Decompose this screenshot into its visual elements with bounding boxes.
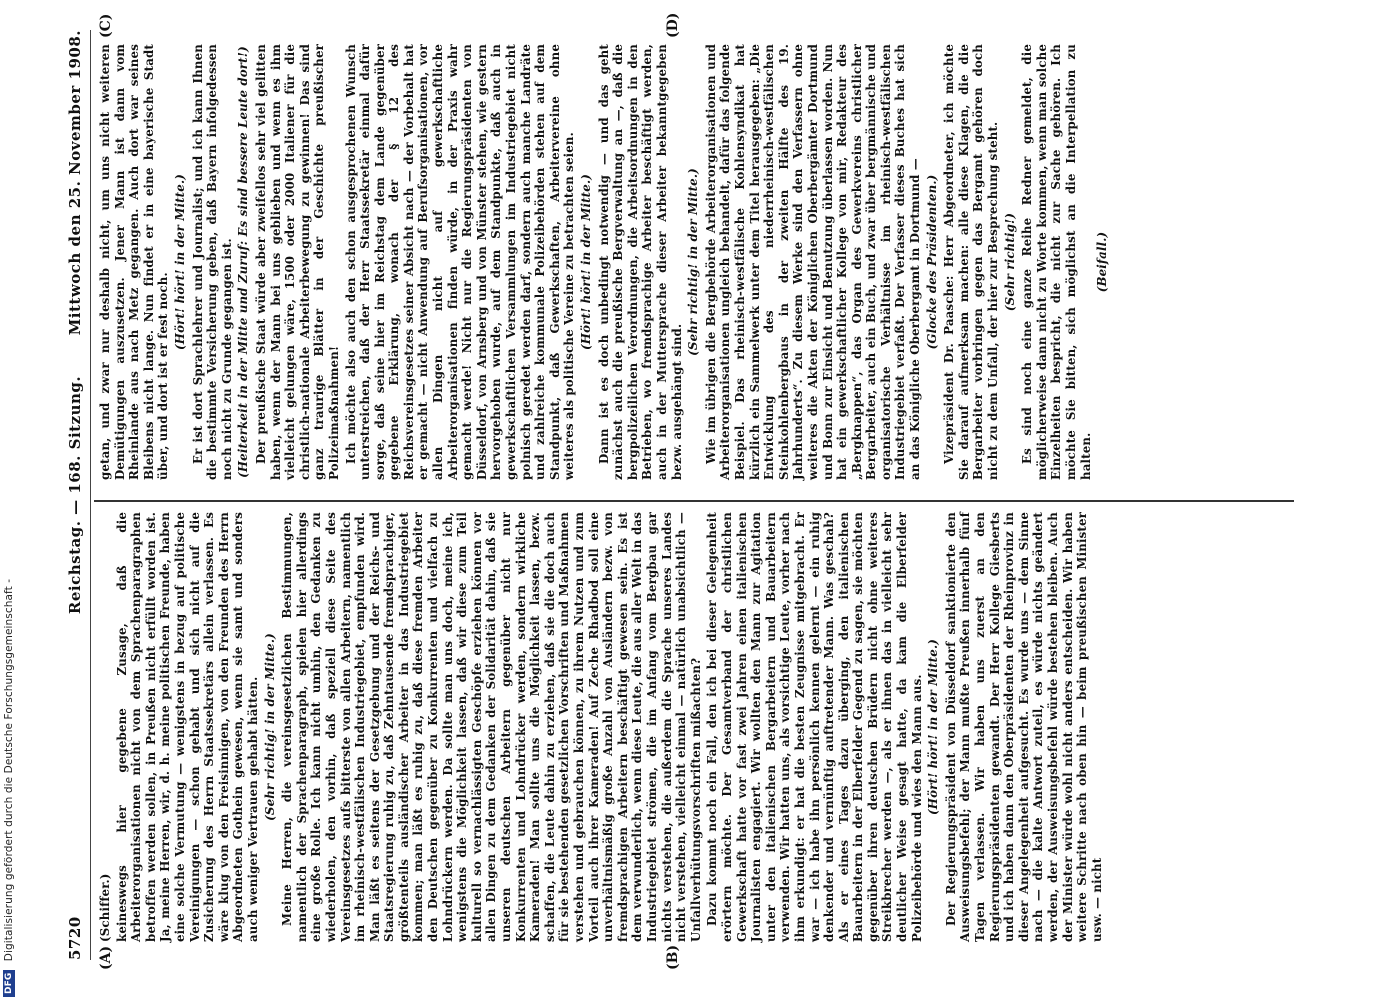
interjection: (Hört! hört! in der Mitte.) <box>579 174 593 350</box>
page-number: 5720 <box>66 916 84 960</box>
interjection: (Sehr richtig! in der Mitte.) <box>262 633 277 821</box>
paragraph: Meine Herren, die vereinsgesetzlichen Bestimmungen, namentlich der Sprachenparagraph, spielen hier allerdings eine große Rolle. Ich kann nicht umhin, den Gedanken zu wiederholen, den vorhin, daß speziell diese Seite des Vereinsgesetzes aufs bitterste von allen Arbeitern, namentlich im rheinisch-westfälischen Industriegebiet, empfunden wird. Man läßt es seitens der Gesetzgebung und der Reichs- und Staatsregierung ruhig zu, daß Zehntausende fremdsprachiger, größtenteils ausländischer Arbeiter in das Industriegebiet kommen; man läßt es ruhig zu, daß diese fremden Arbeiter den Deutschen gegenüber zu Konkurrenten und vielfach zu Lohndrückern werden. Da sollte man uns doch, meine ich, wenigstens die Möglichkeit lassen, daß wir diese zum Teil kulturell so vernachlässigten Geschöpfe erziehen können vor allen Dingen zu dem Gedanken der Solidarität dahin, daß sie unseren deutschen Arbeitern gegenüber nicht nur Konkurrenten und Lohndrücker werden, sondern wirkliche Kameraden! Man sollte uns die Möglichkeit lassen, bezw. schaffen, die Leute dahin zu erziehen, daß sie die doch auch für sie bestehenden gesetzlichen Vorschriften und Maßnahmen verstehen und gebrauchen können, zu ihrem Nutzen und zum Vorteil auch ihrer Kameraden! Auf Zeche Rhadbod soll eine unverhältnismäßig große Anzahl von Ausländern bezw. von fremdsprachigen Arbeitern beschäftigt gewesen sein. Es ist dem verwunderlich, wenn diese Leute, die aus aller Welt in das Industriegebiet strömen, die im Anfang vom Bergbau gar nichts verstehen, die außerdem die Sprache unseres Landes nicht verstehen, vielleicht einmal — natürlich unabsichtlich — Unfallverhütungsvorschriften mißachten? <box>280 512 703 942</box>
paragraph: Dann ist es doch unbedingt notwendig — und das geht zunächst auch die preußische Bergverwaltung an —, daß die bergpolizeilichen Verordnungen, die Arbeitsordnungen in den Betrieben, wo fremdsprachige Arbeiter beschäftigt werden, auch in der Muttersprache dieser Arbeiter bekanntgegeben bezw. ausgehängt sind. <box>596 44 684 480</box>
interjection: (Heiterkeit in der Mitte und Zuruf: Es sind bessere Leute dort!) <box>236 46 251 478</box>
document-page <box>50 0 1330 1000</box>
margin-mark-c: (C) <box>98 13 114 38</box>
side-strip <box>0 0 22 1000</box>
margin-mark-b: (B) <box>665 944 681 970</box>
interjection: (Sehr richtig!) <box>1002 212 1017 312</box>
paragraph: Dazu kommt noch ein Fall, den ich bei dieser Gelegenheit erörtern möchte. Der Gesamtverband der christlichen Gewerkschaft hatte vor fast zwei Jahren einen italienischen Journalisten engagiert. Wir wollten den Mann zur Agitation unter den italienischen Bergarbeitern und Bauarbeitern verwenden. Wir hatten uns, als vorsichtige Leute, vorher nach ihm erkundigt: er hat die besten Zeugnisse mitgebracht. Er war — ich habe ihn persönlich kennen gelernt — ein ruhig denkender und vernünftig auftretender Mann. Was geschah? Als er eines Tages dazu überging, den italienischen Bauarbeitern in der Elberfelder Gegend zu sagen, sie möchten gegenüber ihren deutschen Brüdern nicht ohne weiteres Streikbrecher werden —, als er ihnen das in vielleicht sehr deutlicher Weise gesagt hatte, da kam die Elberfelder Polizeibehörde und wies den Mann aus. <box>705 512 924 942</box>
paragraph: getan, und zwar nur deshalb nicht, um uns nicht weiteren Demütigungen auszusetzen. Jener Mann ist dann vom Rheinlande aus nach Metz gegangen. Auch dort war seines Bleibens nicht lange. Nun findet er in eine bayerische Stadt über, und dort ist er fest noch. <box>98 44 171 480</box>
digitization-credit <box>3 579 15 997</box>
paragraph: Es sind noch eine ganze Reihe Redner gemeldet, die möglicherweise dann nicht zu Worte kommen, wenn man solche Einzelheiten bespricht, die nicht zur Sache gehören. Ich möchte Sie bitten, sich möglichst an die Interpellation zu halten. <box>1020 44 1093 480</box>
paragraph: Der Regierungspräsident von Düsseldorf sanktionierte den Ausweisungsbefehl; der Mann mußte Preußen innerhalb fünf Tagen verlassen. Wir haben uns zuerst an den Regierungspräsidenten gewandt. Der Herr Kollege Giesberts und ich haben dann den Oberpräsidenten der Rheinprovinz in dieser Angelegenheit aufgesucht. Es wurde uns — dem Sinne nach — die kalte Antwort zuteil, es würde nichts geändert werden, der Ausweisungsbefehl würde bestehen bleiben. Auch der Minister würde wohl nicht anders entscheiden. Wir haben weitere Schritte nach oben hin — beim preußischen Minister usw. — nicht <box>943 512 1104 942</box>
credit-text: Digitalisierung gefördert durch die Deutsche Forschungsgemeinschaft - <box>3 578 15 962</box>
paragraph: (Schiffer.) <box>98 873 112 942</box>
margin-mark-a: (A) <box>98 945 114 970</box>
page-header <box>64 30 90 960</box>
interjection: (Hört! hört! in der Mitte.) <box>926 639 941 815</box>
right-column <box>98 44 1113 480</box>
header-date: Mittwoch den 25. November 1908. <box>66 30 84 336</box>
header-rule <box>90 30 91 960</box>
paragraph: Ich möchte also auch den schon ausgesprochenen Wunsch unterstreichen, daß der Herr Staatssekretär einmal dafür sorge, daß seine hier im Reichstag dem Lande gegenüber gegebene Erklärung, wonach der § 12 des Reichsvereinsgesetzes seiner Absicht nach — der Vorbehalt hat er gemacht — nicht Anwendung auf Berufsorganisationen, vor allen Dingen nicht auf gewerkschaftliche Arbeiterorganisationen finden würde, in der Praxis wahr gemacht werde! Nicht nur die Regierungspräsidenten von Düsseldorf, von Arnsberg und von Münster stehen, wie gestern hervorgehoben wurde, auf dem Standpunkte, daß auch in gewerkschaftlichen Versammlungen im Industriegebiet nicht polnisch geredet werden darf, sondern auch manche Landräte und zahlreiche kommunale Polizeibehörden stehen auf dem Standpunkt, daß Gewerkschaften, Arbeitervereine ohne weiteres als politische Vereine zu betrachten seien. <box>343 44 577 480</box>
left-column <box>98 512 1106 942</box>
column-divider <box>94 500 1294 502</box>
interjection: (Sehr richtig! in der Mitte.) <box>686 168 701 356</box>
paragraph: Vizepräsident Dr. Paasche: Herr Abgeordneter, ich möchte Sie darauf aufmerksam machen: alle diese Klagen, die die Bergarbeiter vorbringen gegen das Bergamt gehören doch nicht zu dem Unfall, der hier zur Besprechung steht. <box>942 44 1001 480</box>
paragraph: Er ist dort Sprachlehrer und Journalist; und ich kann Ihnen die bestimmte Versicherung geben, daß Bayern infolgedessen noch nicht zu Grunde gegangen ist. <box>190 44 234 480</box>
paragraph: keineswegs hier gegebene Zusage, daß die Arbeiterorganisationen nicht von dem Sprachenparagraphen betroffen werden sollen, in Preußen nicht erfüllt worden ist. Ja, meine Herren, wir, d. h. meine politischen Freunde, haben eine solche Vermutung — wenigstens in bezug auf politische Vereinigungen — schon gehabt und sich nicht auf die Zusicherung des Herrn Staatssekretärs allein verlassen. Es wäre klug von den Freisinnigen, von den Freunden des Herrn Abgeordneten Gothein gewesen, wenn sie samt und sonders auch weniger Vertrauen gehabt hätten. <box>114 512 260 942</box>
interjection: (Glocke des Präsidenten.) <box>924 174 939 350</box>
paragraph: Der preußische Staat würde aber zweifellos sehr viel gelitten haben, wenn der Mann bei uns geblieben und wenn es ihm vielleicht gelungen wäre, 1500 oder 2000 Italiener für die christlich-nationale Arbeiterbewegung zu gewinnen! Das sind ganz traurige Blätter in der Geschichte preußischer Polizeimaßnahmen! <box>253 44 341 480</box>
interjection: (Hört! hört! in der Mitte.) <box>172 174 187 350</box>
dfg-logo: DFG <box>3 970 15 997</box>
margin-mark-d: (D) <box>665 12 681 38</box>
paragraph: Wie im übrigen die Bergbehörde Arbeiterorganisationen und Arbeiterorganisationen ungleich behandelt, dafür das folgende Beispiel. Das rheinisch-westfälische Kohlensyndikat hat kürzlich ein Sammelwerk unter dem Titel herausgegeben: „Die Entwicklung des niederrheinisch-westfälischen Steinkohlenbergbaus in der zweiten Hälfte des 19. Jahrhunderts“. Zu diesem Werke sind den Verfassern ohne weiteres die Akten der Königlichen Oberbergämter Dortmund und Bonn zur Einsicht und Benutzung überlassen worden. Nun hat ein gewerkschaftlicher Kollege von mir, Redakteur des „Bergknappen“, das Organ des Gewerkvereins christlicher Bergarbeiter, auch ein Buch, und zwar über bergmännische und organisatorische Verhältnisse im rheinisch-westfälischen Industriegebiet verfaßt. Der Verfasser dieses Buches hat sich an das Königliche Oberbergamt in Dortmund — <box>703 44 923 480</box>
header-title: Reichstag. — 168. Sitzung. <box>66 375 84 615</box>
interjection: (Beifall.) <box>1095 231 1110 293</box>
